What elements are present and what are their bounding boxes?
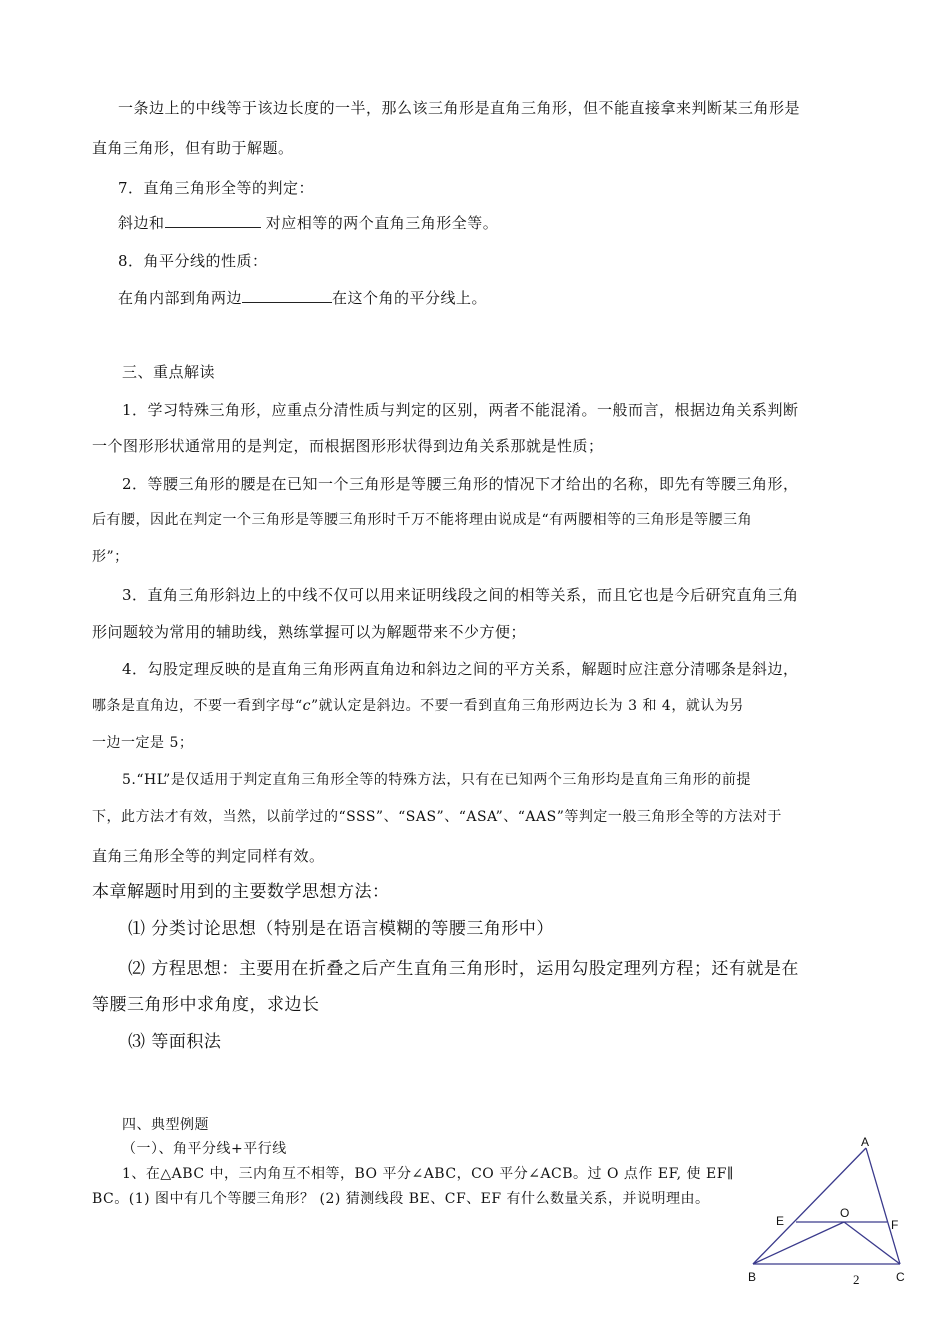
text-segment: 斜边和 [118, 214, 165, 232]
fill-in-blank [242, 288, 332, 303]
question-text: BC。(1) 图中有几个等腰三角形？ (2) 猜测线段 BE、CF、EF 有什么数量关系，并说明理由。 [92, 1191, 710, 1207]
text-line: 形问题较为常用的辅助线，熟练掌握可以为解题带来不少方便； [92, 623, 527, 641]
text-line [118, 288, 487, 308]
italic-letter: c [302, 698, 312, 714]
text-line: 直角三角形，但有助于解题。 [92, 139, 294, 157]
label-O: O [840, 1206, 850, 1220]
text-line: 直角三角形全等的判定同样有效。 [92, 847, 325, 865]
text-segment: 对应相等的两个直角三角形全等。 [260, 214, 499, 232]
text-line: 8．角平分线的性质： [118, 252, 268, 270]
text-line: 一个图形形状通常用的是判定，而根据图形形状得到边角关系那就是性质； [92, 437, 604, 455]
label-F: F [891, 1218, 899, 1232]
fill-in-blank [165, 213, 261, 228]
question-text: 1、在△ABC 中，三内角互不相等，BO 平分∠ABC，CO 平分∠ACB。过 O 点作 EF, 使 EF∥ [122, 1166, 734, 1182]
text-line [118, 213, 498, 233]
text-line [92, 697, 744, 715]
subsection-heading: （一）、角平分线+平行线 [122, 1141, 287, 1157]
text-line: 3．直角三角形斜边上的中线不仅可以用来证明线段之间的相等关系，而且它也是今后研究直角三角 [122, 586, 799, 604]
section-heading: 四、典型例题 [122, 1117, 209, 1133]
text-line: 4．勾股定理反映的是直角三角形两直角边和斜边之间的平方关系，解题时应注意分清哪条是斜边， [122, 660, 799, 678]
text-segment: ”就认定是斜边。不要一看到直角三角形两边长为 3 和 4，就认为另 [311, 698, 744, 714]
page-number: 2 [853, 1272, 860, 1287]
text-line: 一边一定是 5； [92, 735, 194, 751]
methods-heading: 本章解题时用到的主要数学思想方法： [92, 882, 390, 902]
text-segment: 在角内部到角两边 [118, 289, 243, 307]
text-segment: 在这个角的平分线上。 [332, 289, 488, 307]
text-line: 1．学习特殊三角形，应重点分清性质与判定的区别，两者不能混淆。一般而言，根据边角关系判断 [122, 401, 799, 419]
method-item: ⑴ 分类讨论思想（特别是在语言模糊的等腰三角形中） [128, 919, 554, 939]
text-line: 一条边上的中线等于该边长度的一半，那么该三角形是直角三角形，但不能直接拿来判断某三角形是 [118, 99, 801, 117]
triangle-figure [740, 1136, 940, 1296]
side-AC [866, 1148, 900, 1264]
method-item: ⑵ 方程思想：主要用在折叠之后产生直角三角形时，运用勾股定理列方程；还有就是在 [128, 959, 799, 979]
section-heading: 三、重点解读 [122, 363, 216, 381]
label-E: E [776, 1214, 785, 1228]
segment-BO [753, 1222, 844, 1264]
label-A: A [861, 1136, 870, 1149]
text-line: 形”； [92, 549, 129, 565]
text-line: 下，此方法才有效，当然，以前学过的“SSS”、“SAS”、“ASA”、“AAS”等判定一般三角形全等的方法对于 [92, 809, 782, 825]
text-line: 5.“HL”是仅适用于判定直角三角形全等的特殊方法，只有在已知两个三角形均是直角三角形的前提 [122, 772, 751, 788]
label-B: B [748, 1270, 757, 1284]
label-C: C [896, 1270, 905, 1284]
text-line: 2．等腰三角形的腰是在已知一个三角形是等腰三角形的情况下才给出的名称，即先有等腰三角形， [122, 475, 799, 493]
method-item: ⑶ 等面积法 [128, 1032, 222, 1052]
text-line: 7．直角三角形全等的判定： [118, 179, 315, 197]
text-line: 后有腰，因此在判定一个三角形是等腰三角形时千万不能将理由说成是“有两腰相等的三角形是等腰三角 [92, 512, 753, 528]
text-segment: 哪条是直角边，不要一看到字母“ [92, 698, 303, 714]
method-item: 等腰三角形中求角度，求边长 [92, 995, 320, 1015]
